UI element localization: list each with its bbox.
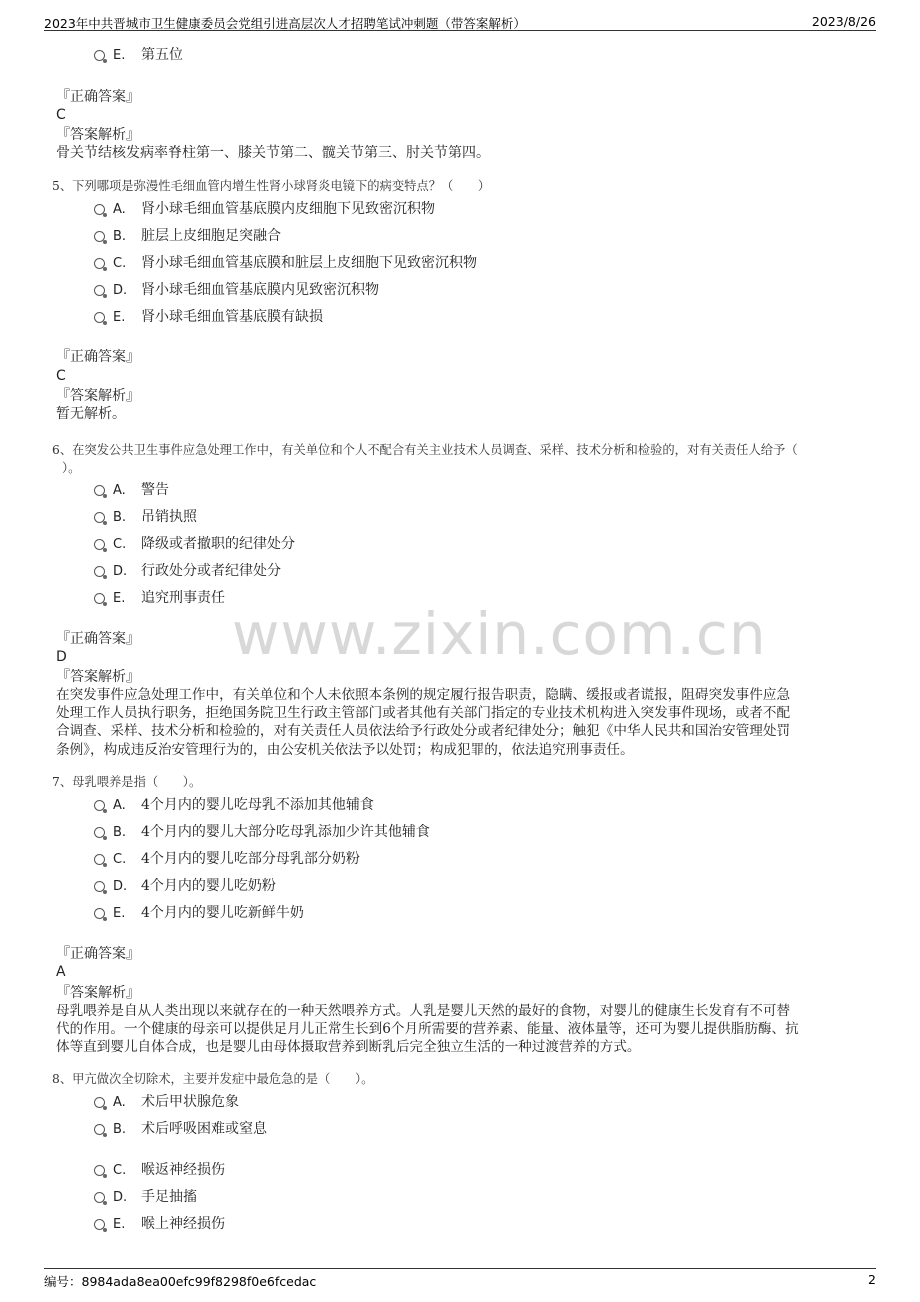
option-d[interactable]: D. 手足抽搐	[94, 1188, 197, 1207]
radio-icon[interactable]	[94, 881, 105, 892]
radio-icon[interactable]	[94, 1219, 105, 1230]
radio-icon[interactable]	[94, 854, 105, 865]
analysis-line: 处理工作人员执行职务，拒绝国务院卫生行政主管部门或者其他有关部门指定的专业技术机构进入突发事件现场，或者不配	[56, 705, 791, 722]
document-code: 编号：8984ada8ea00efc99f8298f0e6fcedac	[44, 1274, 317, 1289]
header-date: 2023/8/26	[811, 14, 876, 29]
analysis-text	[56, 1002, 868, 1057]
radio-icon[interactable]	[94, 258, 105, 269]
option-d[interactable]: D. 4个月内的婴儿吃奶粉	[94, 877, 276, 896]
analysis-line: 条例》，构成违反治安管理行为的，由公安机关依法予以处罚；构成犯罪的，依法追究刑事责任。	[56, 741, 634, 758]
option-c[interactable]: C. 喉返神经损伤	[94, 1161, 225, 1180]
option-e[interactable]: E. 喉上神经损伤	[94, 1215, 225, 1234]
correct-answer-label: 『正确答案』	[56, 631, 140, 647]
radio-icon[interactable]	[94, 204, 105, 215]
option-a[interactable]: A. 术后甲状腺危象	[94, 1093, 239, 1112]
option-a[interactable]: A. 警告	[94, 481, 169, 500]
question-6-line-1: 6、在突发公共卫生事件应急处理工作中，有关单位和个人不配合有关主业技术人员调查、采样、技术分析和检验的，对有关责任人给予（	[52, 443, 798, 457]
page-footer	[44, 1268, 876, 1289]
option-d[interactable]: D. 肾小球毛细血管基底膜内见致密沉积物	[94, 281, 379, 300]
analysis-text: 暂无解析。	[56, 406, 126, 422]
correct-answer-value: A	[56, 964, 66, 980]
option-b[interactable]: B. 脏层上皮细胞足突融合	[94, 227, 281, 246]
radio-icon[interactable]	[94, 50, 105, 61]
option-b[interactable]: B. 吊销执照	[94, 508, 197, 527]
question-7: 7、母乳喂养是指（ ）。	[52, 775, 202, 789]
radio-icon[interactable]	[94, 539, 105, 550]
watermark: www.zixin.com.cn	[232, 600, 767, 668]
page-number: 2	[868, 1272, 876, 1287]
option-b[interactable]: B. 4个月内的婴儿大部分吃母乳添加少许其他辅食	[94, 823, 430, 842]
radio-icon[interactable]	[94, 800, 105, 811]
option-c[interactable]: C. 肾小球毛细血管基底膜和脏层上皮细胞下见致密沉积物	[94, 254, 477, 273]
radio-icon[interactable]	[94, 512, 105, 523]
radio-icon[interactable]	[94, 312, 105, 323]
option-a[interactable]: A. 4个月内的婴儿吃母乳不添加其他辅食	[94, 796, 374, 815]
analysis-text: 骨关节结核发病率脊柱第一、膝关节第二、髋关节第三、肘关节第四。	[56, 145, 490, 161]
correct-answer-value: C	[56, 107, 66, 123]
question-5: 5、下列哪项是弥漫性毛细血管内增生性肾小球肾炎电镜下的病变特点？（ ）	[52, 179, 491, 193]
radio-icon[interactable]	[94, 593, 105, 604]
analysis-label: 『答案解析』	[56, 985, 140, 1001]
radio-icon[interactable]	[94, 566, 105, 577]
correct-answer-value: C	[56, 368, 66, 384]
correct-answer-value: D	[56, 649, 67, 665]
correct-answer-label: 『正确答案』	[56, 946, 140, 962]
radio-icon[interactable]	[94, 485, 105, 496]
option-b[interactable]: B. 术后呼吸困难或窒息	[94, 1120, 267, 1139]
option-e[interactable]: E. 4个月内的婴儿吃新鲜牛奶	[94, 904, 304, 923]
correct-answer-label: 『正确答案』	[56, 89, 140, 105]
analysis-line: 母乳喂养是自从人类出现以来就存在的一种天然喂养方式。人乳是婴儿天然的最好的食物，对婴儿的健康生长发育有不可替	[56, 1003, 791, 1019]
option-a[interactable]: A. 肾小球毛细血管基底膜内皮细胞下见致密沉积物	[94, 200, 435, 219]
option-e[interactable]: E. 追究刑事责任	[94, 589, 225, 608]
radio-icon[interactable]	[94, 1097, 105, 1108]
question-8: 8、甲亢做次全切除术，主要并发症中最危急的是（ ）。	[52, 1072, 374, 1086]
analysis-text	[56, 686, 868, 759]
option-c[interactable]: C. 降级或者撤职的纪律处分	[94, 535, 295, 554]
question-6-line-2: ）。	[62, 461, 81, 475]
option-e[interactable]: E. 肾小球毛细血管基底膜有缺损	[94, 308, 323, 327]
radio-icon[interactable]	[94, 1192, 105, 1203]
option-d[interactable]: D. 行政处分或者纪律处分	[94, 562, 281, 581]
page-header	[44, 10, 876, 31]
radio-icon[interactable]	[94, 1124, 105, 1135]
analysis-label: 『答案解析』	[56, 127, 140, 143]
analysis-line: 体等直到婴儿自体合成，也是婴儿由母体摄取营养到断乳后完全独立生活的一种过渡营养的方式。	[56, 1039, 641, 1056]
correct-answer-label: 『正确答案』	[56, 349, 140, 365]
radio-icon[interactable]	[94, 231, 105, 242]
header-title: 2023年中共晋城市卫生健康委员会党组引进高层次人才招聘笔试冲刺题（带答案解析）	[44, 16, 526, 31]
analysis-line: 在突发事件应急处理工作中，有关单位和个人未依照本条例的规定履行报告职责，隐瞒、缓报或者谎报，阻碍突发事件应急	[56, 687, 791, 703]
option-c[interactable]: C. 4个月内的婴儿吃部分母乳部分奶粉	[94, 850, 360, 869]
radio-icon[interactable]	[94, 285, 105, 296]
radio-icon[interactable]	[94, 908, 105, 919]
analysis-line: 代的作用。一个健康的母亲可以提供足月儿正常生长到6个月所需要的营养素、能量、液体量等，还可为婴儿提供脂肪酶、抗	[56, 1021, 799, 1038]
radio-icon[interactable]	[94, 1165, 105, 1176]
analysis-label: 『答案解析』	[56, 388, 140, 404]
radio-icon[interactable]	[94, 827, 105, 838]
analysis-label: 『答案解析』	[56, 669, 140, 685]
analysis-line: 合调查、采样、技术分析和检验的，对有关责任人员依法给予行政处分或者纪律处分；触犯《中华人民共和国治安管理处罚	[56, 723, 791, 740]
option-e[interactable]: E. 第五位	[94, 46, 183, 65]
